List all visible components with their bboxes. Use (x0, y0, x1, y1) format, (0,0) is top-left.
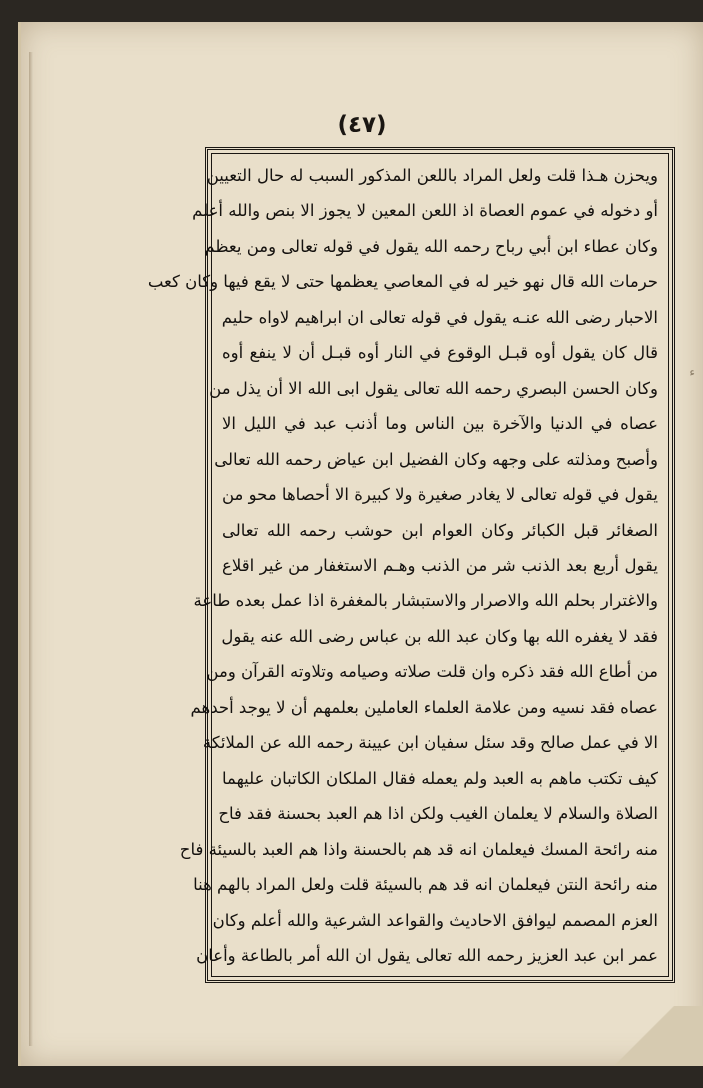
text-line: منه رائحة المسك فيعلمان انه قد هم بالحسنة واذا هم العبد بالسيئة فاح (179, 839, 658, 859)
text-line: وكان الحسن البصري رحمه الله تعالى يقول ابى الله الا أن يذل من (209, 378, 658, 398)
text-line: حرمات الله قال نهو خير له في المعاصي يعظمها حتى لا يقع فيها وكان كعب (147, 272, 658, 292)
text-line: وكان عطاء ابن أبي رباح رحمه الله يقول في قوله تعالى ومن يعظم (204, 236, 658, 256)
text-line: عصاه في الدنيا والآخرة بين الناس وما أذنب عبد في الليل الا (222, 414, 658, 434)
text-line: فقد لا يغفره الله بها وكان عبد الله بن عباس رضى الله عنه يقول (221, 626, 658, 646)
text-line: عمر ابن عبد العزيز رحمه الله تعالى يقول ان الله أمر بالطاعة وأعان (196, 945, 658, 965)
text-body (147, 153, 669, 977)
text-line: كيف تكتب ماهم به العبد ولم يعمله فقال الملكان الكاتبان عليهما (222, 768, 658, 788)
text-line: وأصبح ومذلته على وجهه وكان الفضيل ابن عياض رحمه الله تعالى (214, 449, 658, 469)
book-page (18, 22, 703, 1066)
text-line: العزم المصمم ليوافق الاحاديث والقواعد الشرعية والله أعلم وكان (212, 910, 658, 930)
text-line: ويحزن هـذا قلت ولعل المراد باللعن المذكور السبب له حال التعيين (206, 166, 658, 185)
text-line: أو دخوله في عموم العصاة اذ اللعن المعين لا يجوز الا بنص والله أعلم (192, 201, 658, 221)
text-line: يقول في قوله تعالى لا يغادر صغيرة ولا كبيرة الا أحصاها محو من (222, 485, 658, 505)
margin-mark: ء (689, 365, 695, 379)
page-number: (٤٧) (337, 112, 387, 138)
text-line: الصلاة والسلام لا يعلمان الغيب ولكن اذا هم العبد بحسنة فقد فاح (218, 804, 658, 824)
text-line: يقول أربع بعد الذنب شر من الذنب وهـم الاستغفار من غير اقلاع (222, 555, 658, 575)
text-line: الاحبار رضى الله عنـه يقول في قوله تعالى ان ابراهيم لاواه حليم (221, 307, 658, 327)
text-line: قال كان يقول أوه قبـل الوقوع في النار أوه قبـل أن لا ينفع أوه (222, 343, 658, 363)
text-line: عصاه فقد نسيه ومن علامة العلماء العاملين بعلمهم أن لا يوجد أحدهم (190, 697, 658, 717)
text-frame (147, 147, 675, 983)
text-line: منه رائحة النتن فيعلمان انه قد هم بالسيئة قلت ولعل المراد بالهم هنا (193, 875, 658, 895)
text-line: الا في عمل صالح وقد سئل سفيان ابن عيينة رحمه الله عن الملائكة (202, 733, 658, 753)
text-line: والاغترار بحلم الله والاصرار والاستبشار بالمغفرة اذا عمل بعده طاعة (193, 591, 658, 611)
text-line: الصغائر قبل الكبائر وكان العوام ابن حوشب رحمه الله تعالى (222, 520, 658, 540)
text-line: من أطاع الله فقد ذكره وان قلت صلاته وصيامه وتلاوته القرآن ومن (206, 662, 658, 682)
page-corner-fold (583, 1006, 703, 1066)
